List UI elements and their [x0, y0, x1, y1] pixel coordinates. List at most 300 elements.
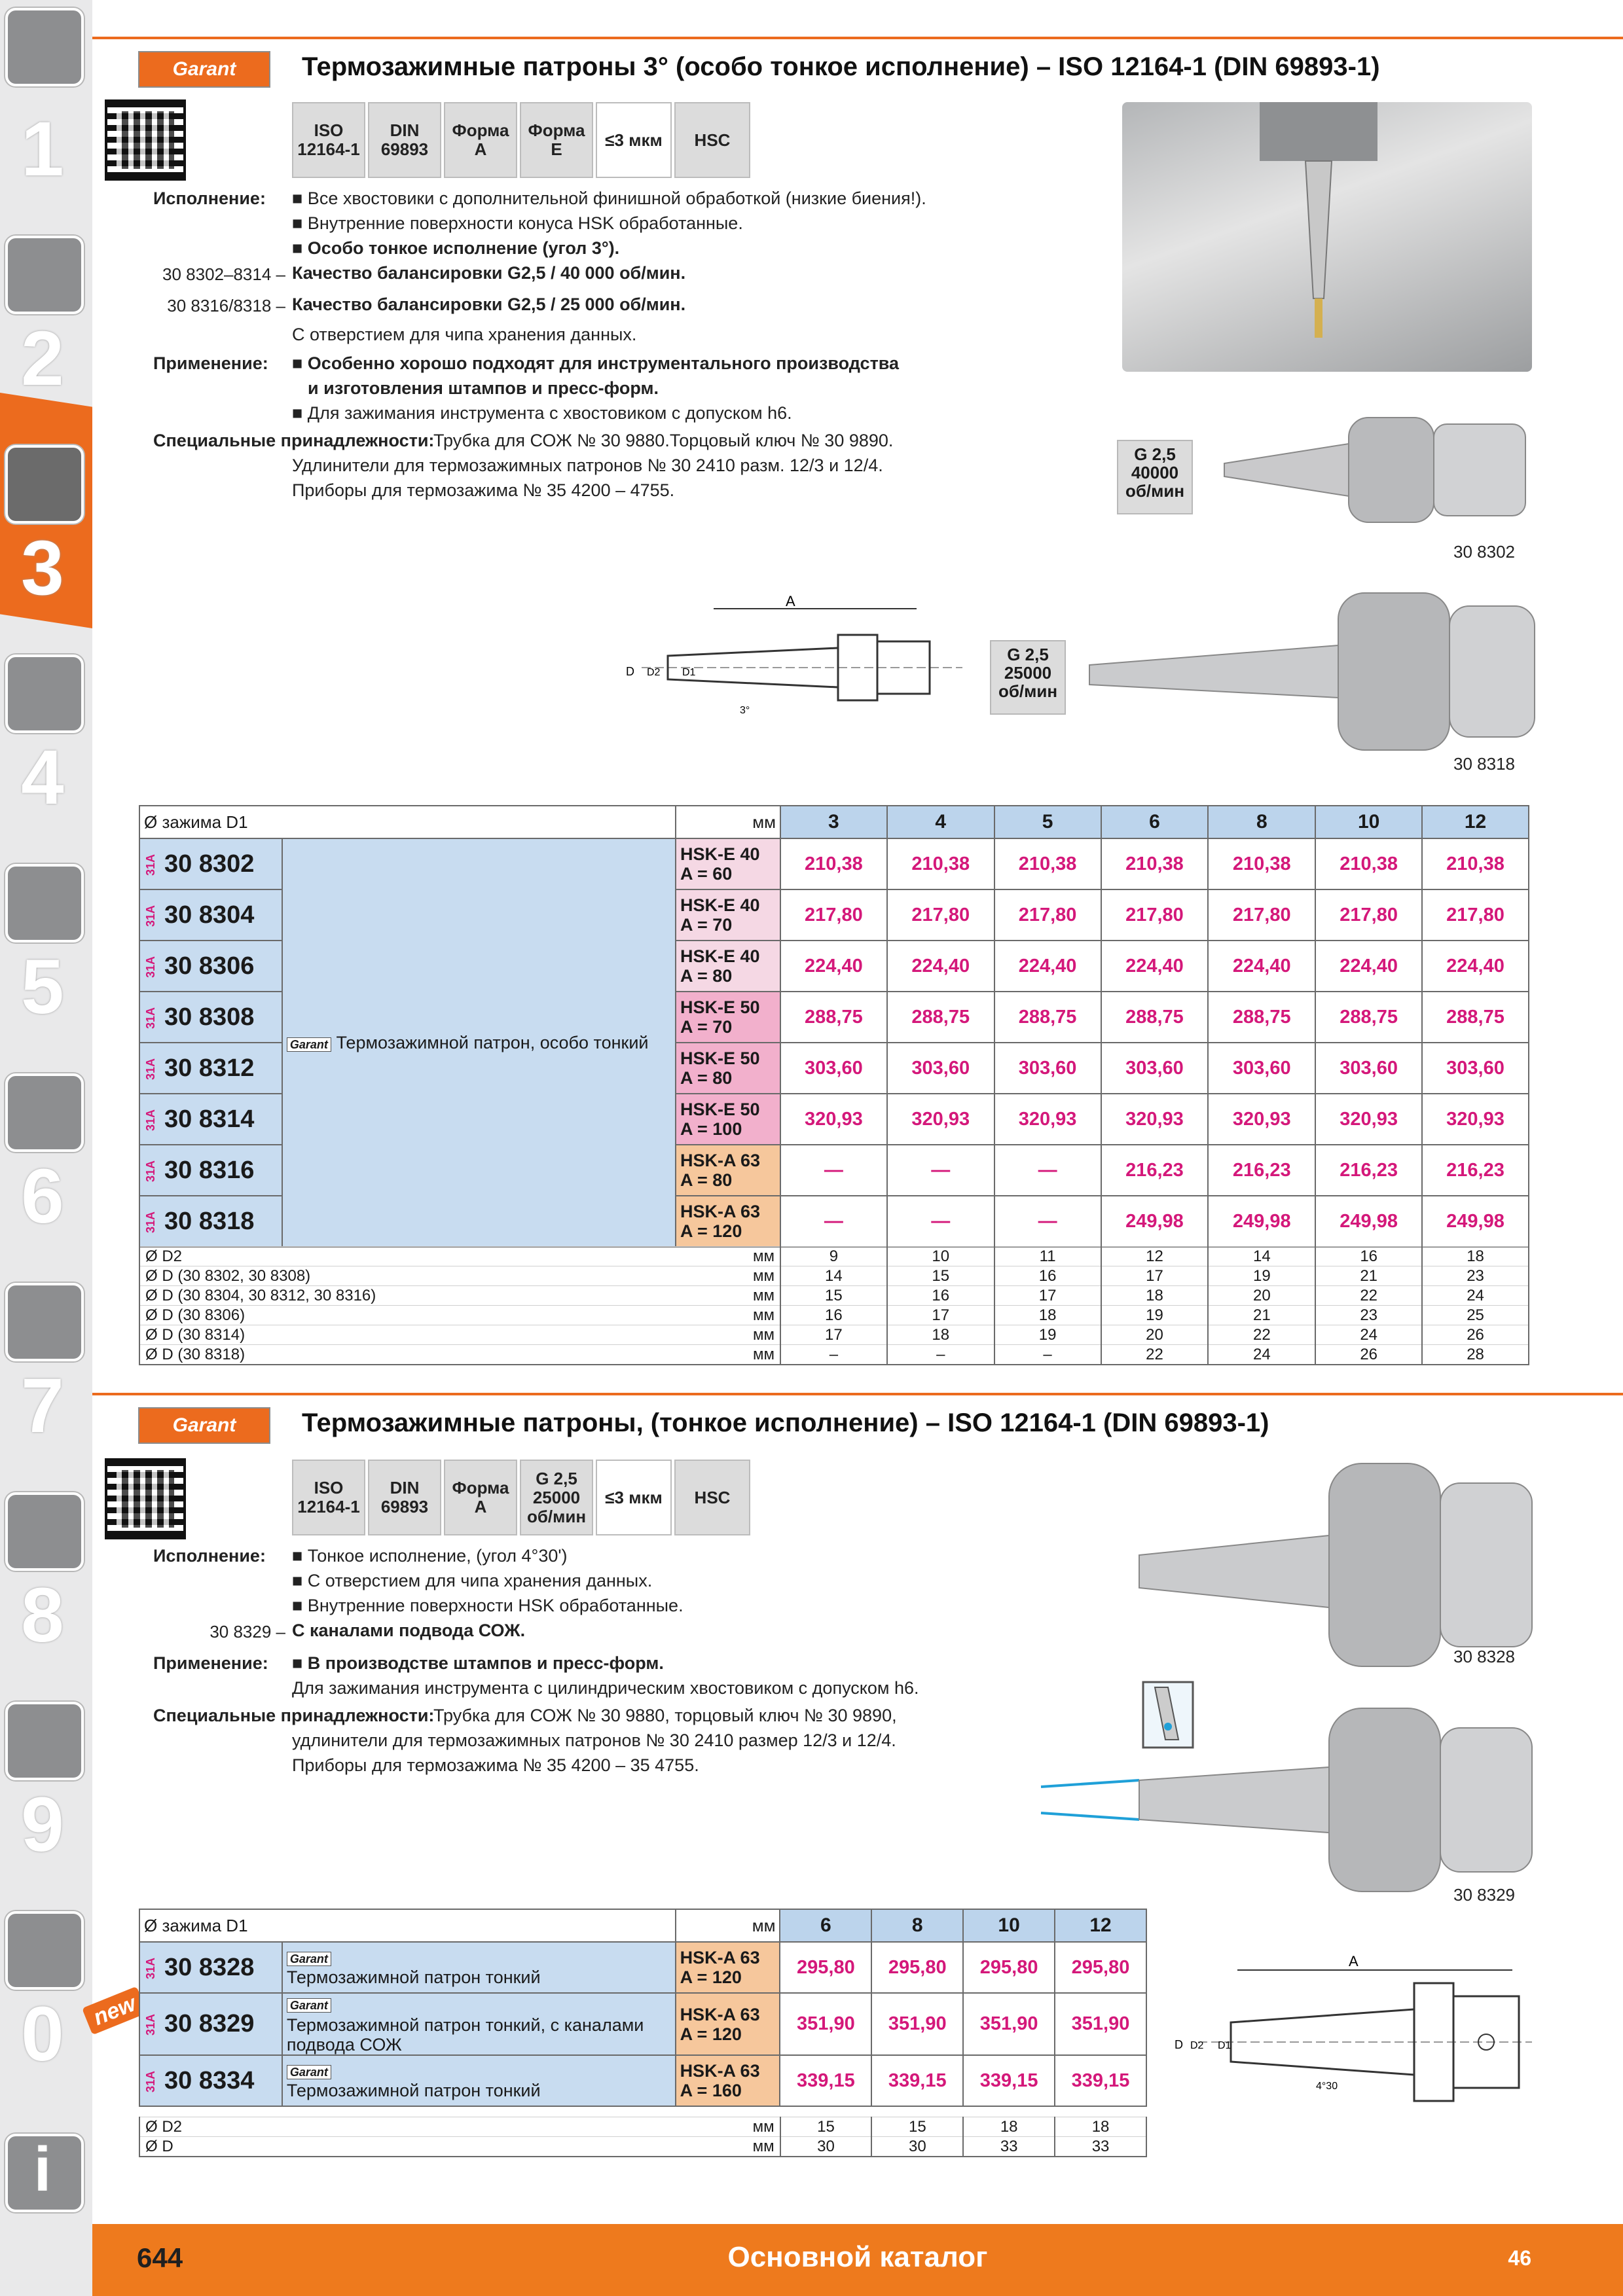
price-cell[interactable]: 339,15: [871, 2055, 963, 2106]
length-a: A = 80: [680, 1170, 733, 1190]
dimension-value: 20: [1101, 1325, 1209, 1345]
article-code[interactable]: 30 8302: [164, 850, 255, 878]
price-cell[interactable]: 303,60: [780, 1043, 887, 1094]
chapter-7[interactable]: 7: [21, 1363, 64, 1449]
price-cell[interactable]: 210,38: [1422, 838, 1529, 889]
hsk-size: HSK-A 63: [680, 2061, 760, 2081]
article-code[interactable]: 30 8304: [164, 901, 255, 929]
dimension-value: 11: [994, 1247, 1101, 1266]
dimension-value: 9: [780, 1247, 887, 1266]
price-cell[interactable]: 288,75: [1315, 992, 1422, 1043]
price-cell[interactable]: 210,38: [994, 838, 1101, 889]
price-cell[interactable]: 288,75: [780, 992, 887, 1043]
group-code: 31A: [144, 1211, 157, 1233]
price-cell[interactable]: 217,80: [1208, 889, 1315, 941]
chapter-8[interactable]: 8: [21, 1572, 64, 1659]
price-cell[interactable]: 320,93: [1315, 1094, 1422, 1145]
dimension-row: [139, 1345, 1529, 1365]
group-code: 31A: [144, 1058, 157, 1080]
balance-codes: 30 8316/8318 –: [167, 296, 285, 315]
balance-g-box: G 2,5 40000 об/мин: [1117, 440, 1193, 514]
price-cell[interactable]: 303,60: [1315, 1043, 1422, 1094]
article-code[interactable]: 30 8316: [164, 1156, 255, 1184]
chapter-1[interactable]: 1: [21, 106, 64, 192]
dimension-value: 30: [871, 2137, 963, 2157]
length-a: A = 60: [680, 864, 733, 884]
length-a: A = 120: [680, 1221, 742, 1241]
price-cell[interactable]: 216,23: [1101, 1145, 1209, 1196]
article-code[interactable]: 30 8334: [164, 2066, 255, 2094]
dimension-value: 18: [887, 1325, 994, 1345]
diameter-header: 12: [1055, 1909, 1146, 1942]
price-cell[interactable]: 216,23: [1315, 1145, 1422, 1196]
table-row[interactable]: [139, 1993, 1146, 2055]
angle-label: 4°30: [1316, 2081, 1338, 2092]
price-cell[interactable]: 303,60: [994, 1043, 1101, 1094]
diameter-header: 4: [887, 806, 994, 838]
diameter-header: 5: [994, 806, 1101, 838]
dimension-unit: мм: [752, 1306, 775, 1324]
chapter-5[interactable]: 5: [21, 944, 64, 1030]
price-cell[interactable]: 224,40: [1208, 941, 1315, 992]
price-cell[interactable]: 217,80: [1422, 889, 1529, 941]
price-cell[interactable]: 339,15: [780, 2055, 871, 2106]
hsk-size: HSK-E 40: [680, 946, 760, 966]
chapter-sidebar: [0, 0, 92, 2296]
dimension-value: 22: [1315, 1286, 1422, 1306]
table-header: [139, 806, 1529, 838]
price-cell[interactable]: 217,80: [780, 889, 887, 941]
description-text: Термозажимной патрон, особо тонкий: [336, 1032, 649, 1052]
accessories-label: Специальные принадлежности:: [153, 1706, 435, 1725]
price-cell[interactable]: 288,75: [1422, 992, 1529, 1043]
accessories-line: Трубка для СОЖ № 30 9880, торцовый ключ № 30 9890,: [433, 1706, 897, 1725]
execution-line: ■ Тонкое исполнение, (угол 4°30'): [292, 1546, 568, 1566]
price-cell[interactable]: 295,80: [963, 1942, 1055, 1993]
article-code[interactable]: 30 8308: [164, 1003, 255, 1031]
dimension-label: Ø D (30 8306): [145, 1306, 246, 1324]
price-cell[interactable]: 339,15: [1055, 2055, 1146, 2106]
price-cell[interactable]: 224,40: [887, 941, 994, 992]
chapter-2[interactable]: 2: [21, 315, 64, 402]
price-cell[interactable]: 295,80: [871, 1942, 963, 1993]
dimension-unit: мм: [752, 1345, 775, 1363]
section2-title: Термозажимные патроны, (тонкое исполнение) – ISO 12164-1 (DIN 69893-1): [302, 1408, 1269, 1437]
price-cell[interactable]: 217,80: [1315, 889, 1422, 941]
badge-din: DIN 69893: [368, 102, 441, 178]
description-text: Термозажимной патрон тонкий: [286, 2081, 541, 2100]
dimension-value: 21: [1315, 1266, 1422, 1286]
execution-line: ■ С отверстием для чипа хранения данных.: [292, 1571, 653, 1590]
balance-text: Качество балансировки G2,5 / 25 000 об/мин.: [292, 295, 686, 314]
price-cell[interactable]: 351,90: [780, 1993, 871, 2055]
application-line: и изготовления штампов и пресс-форм.: [308, 378, 659, 398]
price-cell[interactable]: 288,75: [1101, 992, 1209, 1043]
hsk-size: HSK-E 50: [680, 997, 760, 1017]
price-cell[interactable]: 216,23: [1208, 1145, 1315, 1196]
chuck-photo-30-8328: [1133, 1457, 1545, 1679]
dimension-row: [139, 1266, 1529, 1286]
garant-mini-logo: Garant: [287, 1952, 331, 1966]
dimension-unit: мм: [752, 1266, 775, 1285]
execution-label: Исполнение:: [153, 188, 266, 208]
dimension-row: [139, 2117, 1146, 2137]
dimension-value: 18: [963, 2117, 1055, 2137]
group-code: 31A: [144, 905, 157, 927]
price-cell[interactable]: 210,38: [887, 838, 994, 889]
badge-hsc: HSC: [674, 1460, 750, 1535]
dimension-value: –: [780, 1345, 887, 1365]
price-cell[interactable]: 320,93: [1208, 1094, 1315, 1145]
dimension-value: 25: [1422, 1306, 1529, 1325]
footer-right-number: 46: [1508, 2246, 1531, 2270]
price-cell[interactable]: 210,38: [1315, 838, 1422, 889]
dimension-value: 14: [1208, 1247, 1315, 1266]
technical-drawing-2: [1172, 1950, 1539, 2121]
application-line: ■ Для зажимания инструмента с хвостовиком с допуском h6.: [292, 403, 792, 423]
balance-g-box: G 2,5 25000 об/мин: [990, 640, 1066, 715]
dimension-label: Ø D (30 8318): [145, 1345, 246, 1363]
badge-hsc: HSC: [674, 102, 750, 178]
length-a: A = 70: [680, 915, 733, 935]
safety-goggles-icon[interactable]: [5, 1911, 84, 1990]
dimension-value: 19: [994, 1325, 1101, 1345]
group-code: 31A: [144, 853, 157, 876]
photo-label: 30 8329: [1453, 1885, 1515, 1905]
cabinet-icon[interactable]: [5, 1702, 84, 1780]
chapter-6[interactable]: 6: [21, 1153, 64, 1240]
garant-mini-logo: Garant: [287, 2065, 331, 2079]
price-cell[interactable]: 210,38: [780, 838, 887, 889]
dimension-label: Ø D (30 8314): [145, 1325, 246, 1344]
price-cell[interactable]: —: [887, 1196, 994, 1247]
footer-title: Основной каталог: [727, 2241, 988, 2273]
execution-line: ■ Все хвостовики с дополнительной финишной обработкой (низкие биения!).: [292, 188, 926, 208]
header-unit: мм: [676, 1909, 780, 1942]
dimension-unit: мм: [752, 1325, 775, 1344]
length-a: A = 70: [680, 1017, 733, 1037]
dim-a-label: A: [1349, 1953, 1359, 1969]
dimension-unit: мм: [752, 2137, 775, 2155]
runout-badge-icon: ≤3 мкм: [596, 102, 672, 178]
header-label: Ø зажима D1: [139, 806, 676, 838]
page-footer: [92, 2224, 1623, 2296]
table-row[interactable]: [139, 1942, 1146, 1993]
qr-code-icon[interactable]: [105, 1458, 186, 1539]
price-cell[interactable]: 320,93: [780, 1094, 887, 1145]
badge-form-a: Форма A: [444, 102, 517, 178]
dimension-value: –: [887, 1345, 994, 1365]
price-cell[interactable]: 351,90: [871, 1993, 963, 2055]
group-code: 31A: [144, 2070, 157, 2092]
dimension-value: 18: [1422, 1247, 1529, 1266]
dimension-label: Ø D (30 8304, 30 8312, 30 8316): [145, 1286, 376, 1304]
garant-mini-logo: Garant: [287, 1998, 331, 2013]
dimension-value: 17: [994, 1286, 1101, 1306]
price-cell[interactable]: —: [780, 1145, 887, 1196]
price-cell[interactable]: 288,75: [887, 992, 994, 1043]
dimension-row: [139, 1286, 1529, 1306]
dimension-label: Ø D2: [145, 1247, 183, 1265]
caliper-icon[interactable]: [5, 655, 84, 733]
dimension-value: 17: [780, 1325, 887, 1345]
price-cell[interactable]: —: [887, 1145, 994, 1196]
price-cell[interactable]: 320,93: [887, 1094, 994, 1145]
qr-code-icon[interactable]: [105, 99, 186, 181]
length-a: A = 80: [680, 966, 733, 986]
dimension-value: 18: [994, 1306, 1101, 1325]
photo-label: 30 8318: [1453, 754, 1515, 774]
dimension-row: [139, 2137, 1146, 2157]
application-label: Применение:: [153, 1653, 268, 1673]
article-code[interactable]: 30 8314: [164, 1105, 255, 1133]
price-cell[interactable]: 351,90: [1055, 1993, 1146, 2055]
dimensions-table-2: [139, 2117, 1147, 2157]
dimension-value: 26: [1422, 1325, 1529, 1345]
application-line: ■ Особенно хорошо подходят для инструментального производства: [292, 353, 900, 373]
application-label: Применение:: [153, 353, 268, 373]
application-photo: [1122, 102, 1532, 372]
dimension-value: 23: [1422, 1266, 1529, 1286]
accessories-line: Приборы для термозажима № 35 4200 – 35 4755.: [292, 1755, 699, 1775]
price-cell[interactable]: 351,90: [963, 1993, 1055, 2055]
dim-d-label: D: [1175, 2038, 1183, 2051]
dim-a-label: A: [786, 596, 795, 609]
dimension-value: 17: [887, 1306, 994, 1325]
accessories-line: Приборы для термозажима № 35 4200 – 4755.: [292, 480, 675, 500]
price-cell[interactable]: 224,40: [780, 941, 887, 992]
description-text: Термозажимной патрон тонкий, с каналами подвода СОЖ: [286, 2015, 644, 2054]
hsk-size: HSK-E 40: [680, 844, 760, 864]
garant-logo: Garant: [138, 1407, 270, 1444]
dim-d1-label: D1: [682, 667, 696, 678]
insert-icon[interactable]: [5, 236, 84, 314]
application-line: Для зажимания инструмента с цилиндрическим хвостовиком с допуском h6.: [292, 1678, 919, 1698]
dimension-value: 10: [887, 1247, 994, 1266]
dimension-value: 22: [1101, 1345, 1209, 1365]
garant-mini-logo: Garant: [287, 1037, 331, 1052]
photo-label: 30 8302: [1453, 542, 1515, 562]
price-cell[interactable]: 217,80: [887, 889, 994, 941]
dimension-row: [139, 1247, 1529, 1266]
price-cell[interactable]: 217,80: [994, 889, 1101, 941]
chuck-photo-30-8329: [1034, 1702, 1545, 1898]
execution-line: ■ Внутренние поверхности HSK обработанные.: [292, 1596, 684, 1615]
length-a: A = 120: [680, 2024, 742, 2044]
dimension-value: 15: [780, 2117, 872, 2137]
accessories-line: Трубка для СОЖ № 30 9880.Торцовый ключ № 30 9890.: [433, 431, 894, 450]
badge-iso: ISO 12164-1: [292, 1460, 365, 1535]
price-cell[interactable]: 288,75: [994, 992, 1101, 1043]
dimension-value: 14: [780, 1266, 887, 1286]
header-label: Ø зажима D1: [139, 1909, 676, 1942]
price-cell[interactable]: 224,40: [1315, 941, 1422, 992]
diameter-header: 10: [1315, 806, 1422, 838]
dim-d-label: D: [626, 665, 634, 678]
price-table-2: [139, 1909, 1147, 2107]
dimension-label: Ø D: [145, 2137, 173, 2155]
price-cell[interactable]: 210,38: [1208, 838, 1315, 889]
chuck-photo-30-8318: [1083, 580, 1541, 770]
length-a: A = 100: [680, 1119, 742, 1139]
badge-din: DIN 69893: [368, 1460, 441, 1535]
badge-form-a: Форма A: [444, 1460, 517, 1535]
dimension-unit: мм: [752, 1247, 775, 1265]
dimension-row: [139, 1325, 1529, 1345]
chapter-3[interactable]: 3: [21, 525, 64, 611]
product-description: [282, 838, 676, 1247]
dimension-value: 16: [1315, 1247, 1422, 1266]
dimension-value: 15: [780, 1286, 887, 1306]
badge-iso: ISO 12164-1: [292, 102, 365, 178]
diameter-header: 6: [780, 1909, 871, 1942]
photo-label: 30 8328: [1453, 1647, 1515, 1666]
accessories-line: Удлинители для термозажимных патронов № 30 2410 разм. 12/3 и 12/4.: [292, 456, 883, 475]
group-code: 31A: [144, 1007, 157, 1029]
new-tag: new: [82, 1986, 147, 2036]
price-cell[interactable]: 295,80: [1055, 1942, 1146, 1993]
dimension-value: 21: [1208, 1306, 1315, 1325]
section2-header: [92, 1393, 1623, 1448]
dimension-value: 12: [1101, 1247, 1209, 1266]
article-code[interactable]: 30 8329: [164, 2010, 255, 2037]
table-row[interactable]: [139, 838, 1529, 889]
article-code[interactable]: 30 8328: [164, 1953, 255, 1981]
execution-line: ■ Особо тонкое исполнение (угол 3°).: [292, 238, 620, 258]
group-code: 31A: [144, 956, 157, 978]
price-cell[interactable]: 295,80: [780, 1942, 871, 1993]
price-cell[interactable]: —: [994, 1145, 1101, 1196]
price-cell[interactable]: —: [780, 1196, 887, 1247]
dimension-value: 16: [994, 1266, 1101, 1286]
dimension-value: 24: [1315, 1325, 1422, 1345]
hsk-size: HSK-E 50: [680, 1100, 760, 1119]
length-a: A = 120: [680, 1967, 742, 1987]
dimension-unit: мм: [752, 1286, 775, 1304]
diameter-header: 8: [871, 1909, 963, 1942]
diameter-header: 6: [1101, 806, 1209, 838]
chapter-info[interactable]: i: [33, 2134, 52, 2204]
section1-title: Термозажимные патроны 3° (особо тонкое исполнение) – ISO 12164-1 (DIN 69893-1): [302, 52, 1380, 81]
diameter-header: 3: [780, 806, 887, 838]
garant-logo: Garant: [138, 51, 270, 88]
article-code[interactable]: 30 8318: [164, 1207, 255, 1235]
page-number: 644: [137, 2242, 183, 2273]
price-cell[interactable]: 224,40: [1422, 941, 1529, 992]
price-cell[interactable]: 249,98: [1315, 1196, 1422, 1247]
price-cell[interactable]: —: [994, 1196, 1101, 1247]
description-text: Термозажимной патрон тонкий: [286, 1967, 541, 1987]
price-cell[interactable]: 303,60: [1101, 1043, 1209, 1094]
dimension-value: 30: [780, 2137, 872, 2157]
badge-balance: G 2,5 25000 об/мин: [520, 1460, 593, 1535]
dim-d2-label: D2: [1190, 2040, 1204, 2051]
article-code[interactable]: 30 8306: [164, 952, 255, 980]
group-code: 31A: [144, 1109, 157, 1131]
price-cell[interactable]: 210,38: [1101, 838, 1209, 889]
length-a: A = 160: [680, 2081, 742, 2100]
price-cell[interactable]: 249,98: [1208, 1196, 1315, 1247]
execution-line: ■ Внутренние поверхности конуса HSK обработанные.: [292, 213, 743, 233]
price-cell[interactable]: 288,75: [1208, 992, 1315, 1043]
table-row[interactable]: [139, 2055, 1146, 2106]
hsk-size: HSK-E 40: [680, 895, 760, 915]
chip-line: С отверстием для чипа хранения данных.: [292, 325, 637, 344]
hsk-size: HSK-E 50: [680, 1049, 760, 1068]
price-cell[interactable]: 320,93: [994, 1094, 1101, 1145]
price-cell[interactable]: 224,40: [1101, 941, 1209, 992]
chapter-4[interactable]: 4: [21, 734, 64, 821]
dimension-value: 23: [1315, 1306, 1422, 1325]
group-code: 31A: [144, 1160, 157, 1182]
dimension-value: 26: [1315, 1345, 1422, 1365]
technical-drawing-1: [622, 596, 976, 726]
application-line: ■ В производстве штампов и пресс-форм.: [292, 1653, 664, 1673]
chuck-icon[interactable]: [5, 445, 84, 524]
balance-codes: 30 8302–8314 –: [162, 264, 285, 284]
price-cell[interactable]: 249,98: [1101, 1196, 1209, 1247]
angle-label: 3°: [740, 705, 750, 716]
price-cell[interactable]: 249,98: [1422, 1196, 1529, 1247]
header-unit: мм: [676, 806, 780, 838]
hsk-size: HSK-A 63: [680, 1202, 761, 1221]
dimension-value: 18: [1101, 1286, 1209, 1306]
pliers-icon[interactable]: [5, 1283, 84, 1361]
price-cell[interactable]: 216,23: [1422, 1145, 1529, 1196]
dimension-value: 33: [963, 2137, 1055, 2157]
diameter-header: 12: [1422, 806, 1529, 838]
hsk-size: HSK-A 63: [680, 1948, 760, 1967]
dimension-value: 22: [1208, 1325, 1315, 1345]
accessories-label: Специальные принадлежности:: [153, 431, 435, 450]
dim-d1-label: D1: [1218, 2040, 1231, 2051]
toolcase-icon[interactable]: [5, 1492, 84, 1571]
hsk-size: HSK-A 63: [680, 1151, 761, 1170]
runout-badge-icon: ≤3 мкм: [596, 1460, 672, 1535]
price-cell[interactable]: 224,40: [994, 941, 1101, 992]
coolant-code: 30 8329 –: [210, 1622, 285, 1641]
dimension-label: Ø D2: [145, 2117, 183, 2136]
saw-icon[interactable]: [5, 864, 84, 942]
section1-header: [92, 37, 1623, 92]
price-cell[interactable]: 303,60: [887, 1043, 994, 1094]
price-cell[interactable]: 217,80: [1101, 889, 1209, 941]
dimension-value: 16: [887, 1286, 994, 1306]
price-cell[interactable]: 303,60: [1422, 1043, 1529, 1094]
dimension-value: 24: [1208, 1345, 1315, 1365]
price-cell[interactable]: 303,60: [1208, 1043, 1315, 1094]
price-cell[interactable]: 339,15: [963, 2055, 1055, 2106]
length-a: A = 80: [680, 1068, 733, 1088]
diameter-header: 10: [963, 1909, 1055, 1942]
dimension-value: 17: [1101, 1266, 1209, 1286]
price-cell[interactable]: 320,93: [1101, 1094, 1209, 1145]
dimension-value: 24: [1422, 1286, 1529, 1306]
wrench-icon[interactable]: [5, 1073, 84, 1152]
chapter-9[interactable]: 9: [21, 1782, 64, 1868]
machining-illustration: [1122, 102, 1532, 372]
diameter-header: 8: [1208, 806, 1315, 838]
drill-icon[interactable]: [5, 8, 84, 86]
coolant-text: С каналами подвода СОЖ.: [292, 1621, 526, 1640]
dimension-value: 28: [1422, 1345, 1529, 1365]
dimension-value: 18: [1055, 2117, 1146, 2137]
chapter-0[interactable]: 0: [21, 1991, 64, 2077]
price-cell[interactable]: 320,93: [1422, 1094, 1529, 1145]
chuck-photo-30-8302: [1218, 391, 1532, 548]
table-header: [139, 1909, 1146, 1942]
article-code[interactable]: 30 8312: [164, 1054, 255, 1082]
